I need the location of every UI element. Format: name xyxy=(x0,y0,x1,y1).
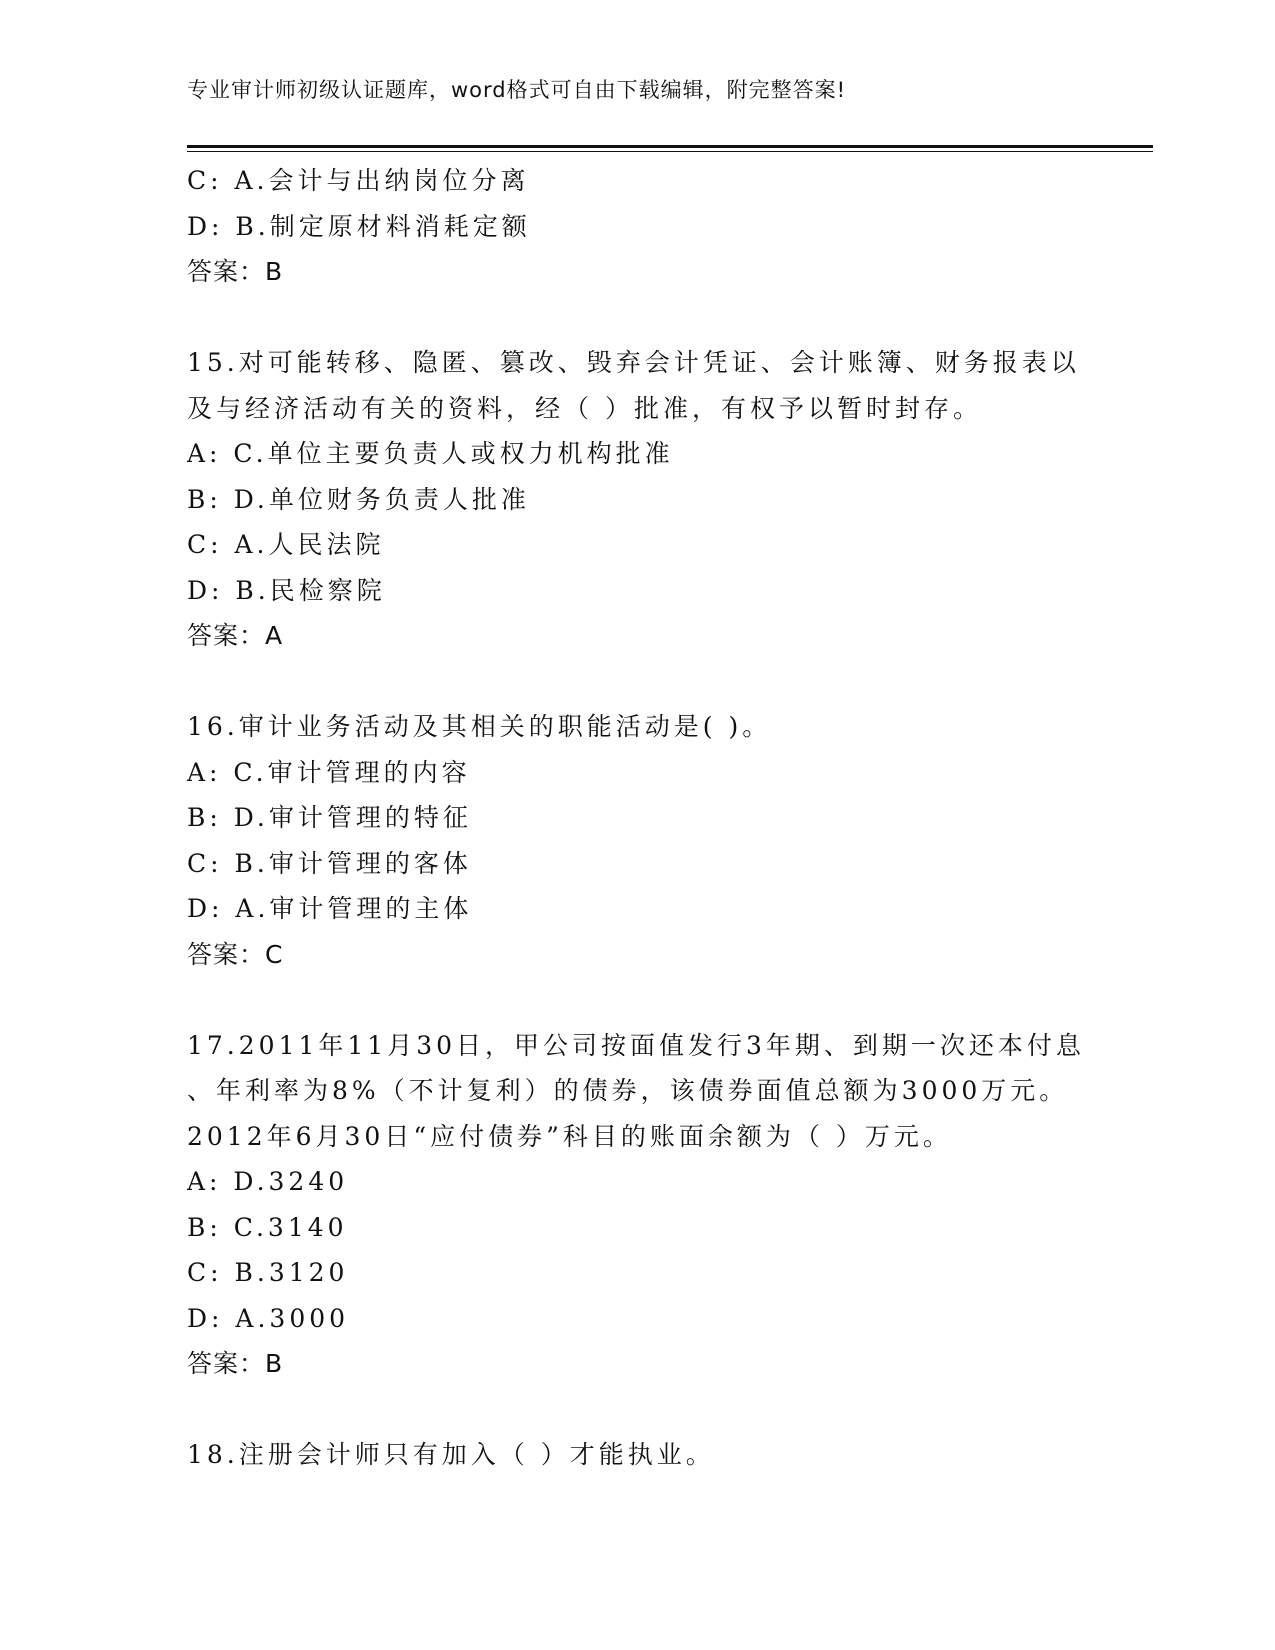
text-line: B: D.审计管理的特征 xyxy=(187,803,472,832)
page-header: 专业审计师初级认证题库，word格式可自由下载编辑，附完整答案! xyxy=(187,78,847,102)
text-line: A: C.单位主要负责人或权力机构批准 xyxy=(187,439,674,468)
text-line: D: A.审计管理的主体 xyxy=(187,894,473,923)
text-line: C: B.审计管理的客体 xyxy=(187,848,472,878)
text-line: 、年利率为8%（不计复利）的债券，该债券面值总额为3000万元。 xyxy=(187,1076,1069,1105)
text-line: B: D.单位财务负责人批准 xyxy=(187,484,530,514)
text-line: 16.审计业务活动及其相关的职能活动是( )。 xyxy=(187,712,772,741)
paragraph-gap xyxy=(187,295,1087,341)
text-line: C: B.3120 xyxy=(187,1258,349,1287)
answer-line: 答案：C xyxy=(187,939,284,969)
text-line: C: A.人民法院 xyxy=(187,530,385,559)
answer-line: 答案：B xyxy=(187,1349,284,1378)
text-line: C: A.会计与出纳岗位分离 xyxy=(187,166,530,195)
text-line: 18.注册会计师只有加入（ ）才能执业。 xyxy=(187,1440,715,1469)
text-line: B: C.3140 xyxy=(187,1212,348,1242)
header-rule-thin xyxy=(187,151,1153,152)
text-line: 及与经济活动有关的资料，经（ ）批准，有权予以暂时封存。 xyxy=(187,393,982,423)
question-list xyxy=(187,158,1087,1478)
text-line: D: B.制定原材料消耗定额 xyxy=(187,211,531,241)
text-line: 17.2011年11月30日，甲公司按面值发行3年期、到期一次还本付息 xyxy=(187,1030,1085,1060)
text-line: D: A.3000 xyxy=(187,1303,350,1333)
text-line: A: D.3240 xyxy=(187,1167,349,1196)
text-line: A: C.审计管理的内容 xyxy=(187,757,471,787)
text-line: D: B.民检察院 xyxy=(187,575,386,605)
text-line: 2012年6月30日“应付债券”科目的账面余额为（ ）万元。 xyxy=(187,1121,952,1151)
paragraph-gap xyxy=(187,977,1087,1023)
paragraph-gap xyxy=(187,659,1087,705)
answer-line: 答案：B xyxy=(187,257,284,286)
paragraph-gap xyxy=(187,1387,1087,1433)
header-rule-thick xyxy=(187,145,1153,148)
text-line: 15.对可能转移、隐匿、篡改、毁弃会计凭证、会计账簿、财务报表以 xyxy=(187,348,1080,377)
answer-line: 答案：A xyxy=(187,621,284,650)
